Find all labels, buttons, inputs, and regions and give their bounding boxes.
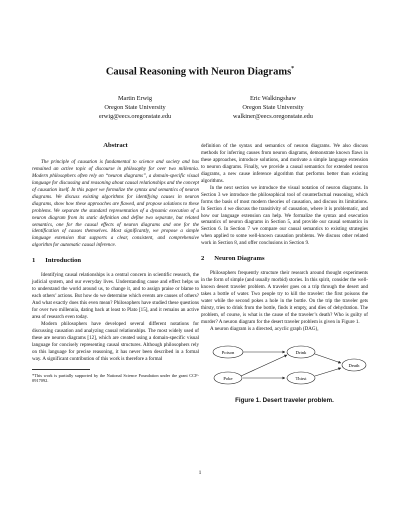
left-column — [32, 143, 199, 384]
abstract-text: The principle of causation is fundamental to science and society and has remained an active topic of discourse in philosophy for over two millennia. Modern philosophers often rely on “neuron diagrams”, a domain-specific visual language for discussing and reasoning about causal relationships and the concept of causation itself. In this paper we formalize the syntax and semantics of neuron diagrams. We discuss existing algorithms for identifying causes in neuron diagrams, show how these approaches are flawed, and propose solutions to these problems. We separate the standard representation of a dynamic execution of a neuron diagram from its static definition and define two separate, but related semantics, one for the causal effects of neuron diagrams and one for the identification of causes themselves. Most significantly, we propose a simple language extension that supports a clear, consistent, and comprehensive algorithm for automatic causal inference. — [32, 158, 199, 249]
right-column — [201, 143, 368, 405]
footnote-rule — [32, 369, 90, 370]
abstract-heading: Abstract — [103, 142, 128, 149]
node-label: Death — [348, 362, 360, 368]
figure-neuron-diagram — [201, 338, 368, 396]
edge-thirst-death — [315, 368, 341, 376]
neuron-diagram-svg — [201, 338, 368, 390]
author-name: Martin Erwig — [117, 95, 153, 102]
body-paragraph: definition of the syntax and semantics of neuron diagrams. We also discuss methods for inferring causes from neuron diagrams, demonstrate known flaws in these approaches, introduce solutions, and motivate a simple language extension to neuron diagrams. Finally, we provide a causal semantics for extended neuron diagrams, a new cause inference algorithm that performs better than existing algorithms. — [201, 143, 368, 184]
author-affiliation: Oregon State University — [242, 103, 304, 111]
section-heading-neuron-diagrams: 2 Neuron Diagrams — [201, 255, 265, 263]
author-email: walkiner@eecs.oregonstate.edu — [233, 112, 313, 120]
node-label: Thirst — [295, 375, 307, 381]
node-label: Poison — [221, 349, 235, 355]
page-number: 1 — [198, 470, 202, 476]
intro-paragraph-2: Modern philosophers have developed several different notations for discussing causation and analyzing causal relationships. The most widely used of these are neuron diagrams [12], which are created using a domain-specific visual language for concisely representing causal structures. Although philosophers rely on this language for precise reasoning, it has never been described in a formal way. A significant contribution of this work is therefore a formal — [32, 320, 199, 362]
section-heading-introduction: 1 Introduction — [32, 257, 82, 265]
author-block-2 — [198, 95, 348, 121]
node-label: Drink — [295, 349, 307, 355]
author-affiliation: Oregon State University — [104, 103, 166, 111]
figure-caption: Figure 1. Desert traveler problem. — [235, 396, 334, 404]
body-paragraph: Philosophers frequently structure their research around thought experiments in the form of simple (and usually morbid) stories. In this spirit, consider the well-known desert traveler problem. A traveler goes on a trip through the desert and takes a bottle of water. Two people try to kill the traveler: the first poisons the water while the second pokes a hole in the bottle. On the trip the traveler gets thirsty, tries to drink from the bottle, finds it empty, and dies of dehydration. The problem, of course, is what is the cause of the traveler’s death? Who is guilty of murder? A neuron diagram for the desert traveler problem is given in Figure 1. — [201, 270, 368, 325]
intro-paragraph-1: Identifying causal relationships is a central concern in scientific research, the judicial system, and our everyday lives. Understanding cause and effect helps us to understand the world around us, to change it, and to assign praise or blame to each others’ actions. But how do we determine which events are causes of others? And what exactly does this even mean? Philosophers have studied these questions for over two millennia, dating back at least to Plato [15], and it remains an active area of research even today. — [32, 272, 199, 321]
footnote: *This work is partially supported by the National Science Foundation under the grant CCF-0917092. — [32, 372, 199, 384]
edge-drink-death — [315, 354, 341, 363]
body-paragraph: In the next section we introduce the visual notation of neuron diagrams. In Section 3 we introduce the philosophical tool of counterfactual reasoning, which forms the basis of most modern theories of causation, and discuss its limitations. In Section 4 we discuss the transitivity of causation, where it is problematic, and how our language extension can help. We formalize the syntax and execution semantics of neuron diagrams in Section 5, and provide our causal semantics in Section 6. In Section 7 we compare our causal semantics to existing strategies when applied to some well-known causation problems. We discuss other related work in Section 8, and offer conclusions in Section 9. — [201, 184, 368, 247]
author-name: Eric Walkingshaw — [249, 95, 297, 102]
author-block-1 — [60, 95, 210, 121]
author-email: erwig@eecs.oregonstate.edu — [98, 112, 172, 120]
edge-poke-drink — [241, 355, 287, 376]
node-label: Poke — [223, 375, 233, 381]
body-paragraph: A neuron diagram is a directed, acyclic graph (DAG), — [210, 325, 319, 332]
paper-title: Causal Reasoning with Neuron Diagrams* — [105, 66, 295, 78]
